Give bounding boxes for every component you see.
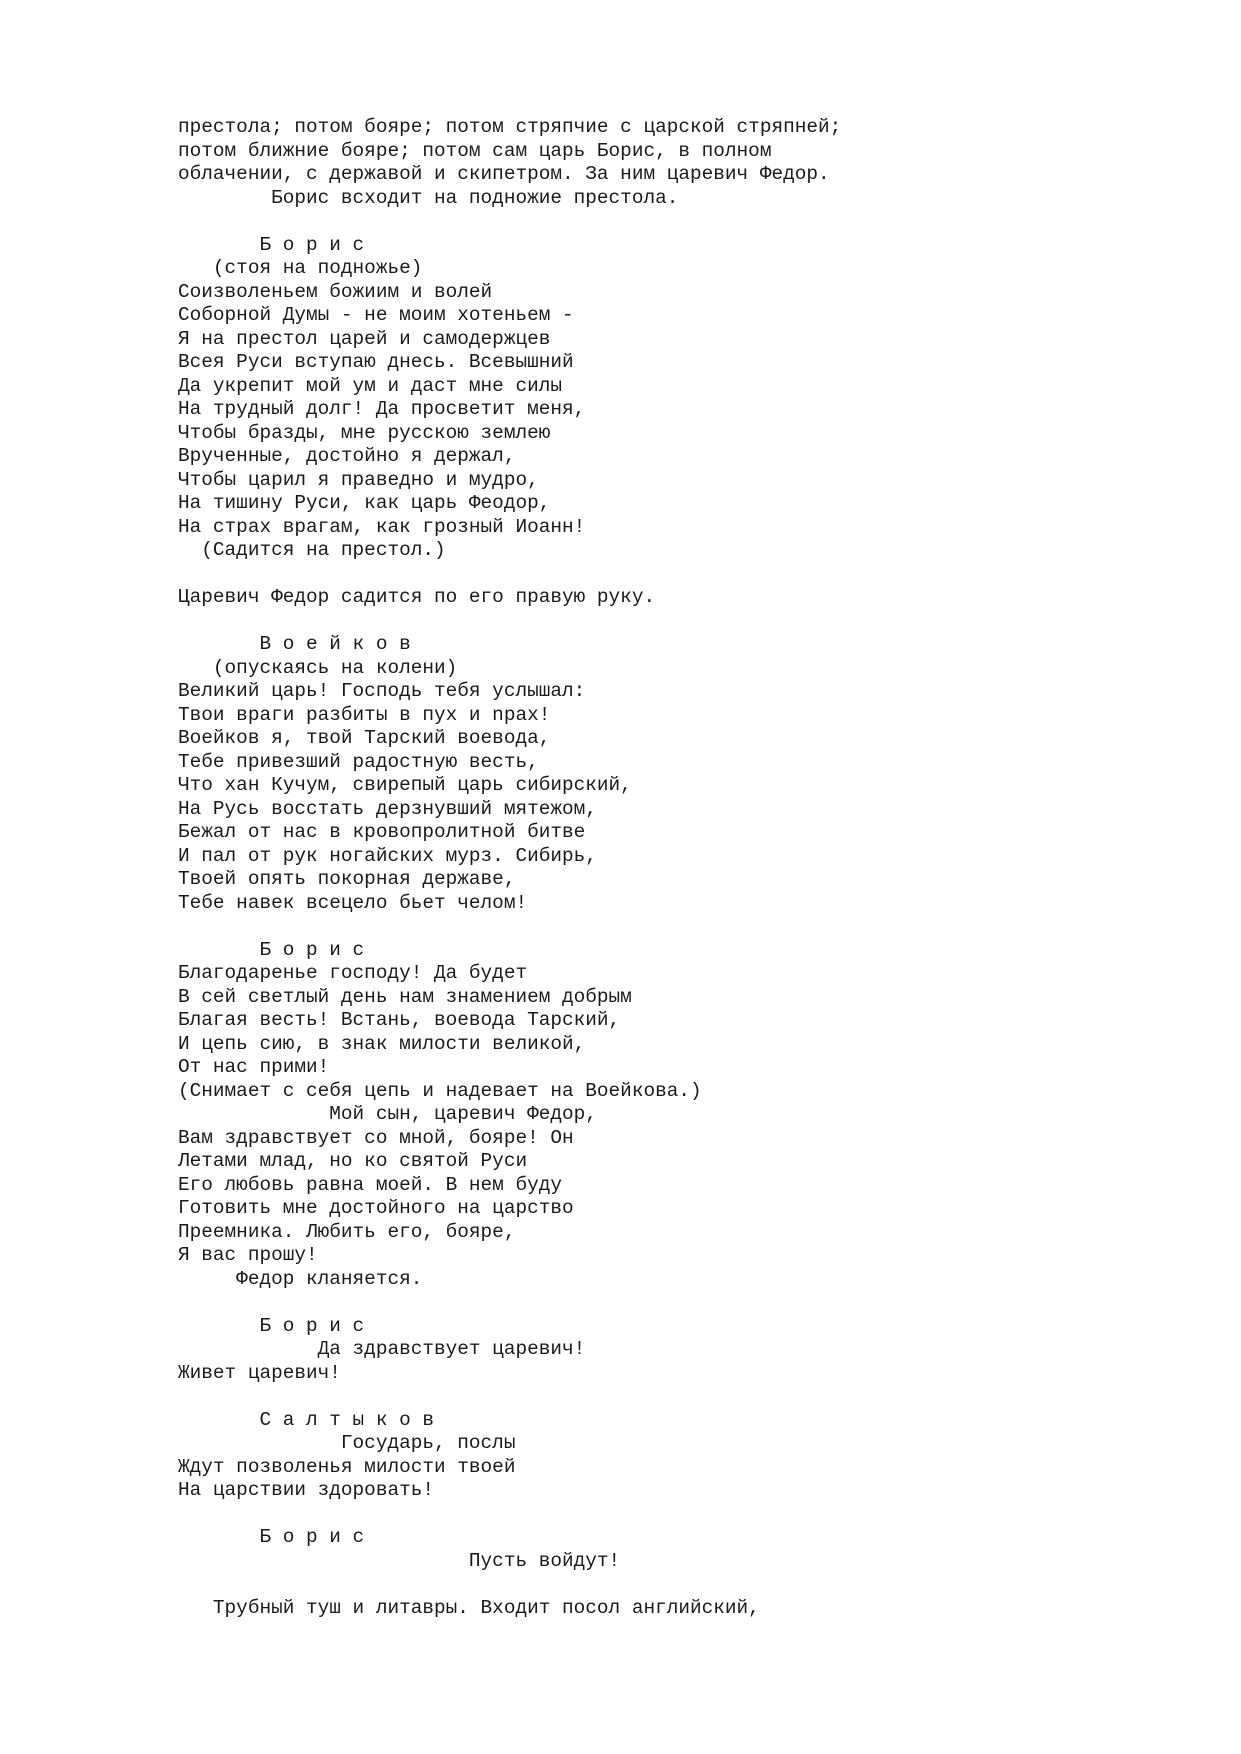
text-line: Чтобы бразды, мне русскою землею <box>178 421 551 444</box>
text-line: От нас прими! <box>178 1056 330 1078</box>
blank-line <box>178 1385 841 1409</box>
text-line: Тебе привезший радостную весть, <box>178 750 539 773</box>
text-line: облачении, с державой и скипетром. За ним царевич Федор. <box>178 163 830 185</box>
text-line: И цепь сию, в знак милости великой, <box>178 1032 586 1055</box>
text-line: Б о р и с <box>178 1526 365 1548</box>
text-line: Федор кланяется. <box>178 1267 423 1290</box>
text-line: Преемника. Любить его, бояре, <box>178 1220 516 1243</box>
text-line: Б о р и с <box>178 1314 365 1337</box>
text-line: Живет царевич! <box>178 1361 341 1384</box>
text-line: Ждут позволенья милости твоей <box>178 1455 516 1478</box>
text-line: Его любовь равна моей. В нем буду <box>178 1173 562 1196</box>
text-line: Благая весть! Встань, воевода Тарский, <box>178 1009 621 1031</box>
text-line: Чтобы царил я праведно и мудро, <box>178 468 539 491</box>
play-text <box>178 116 841 1620</box>
text-line: Мой сын, царевич Федор, <box>178 1103 597 1125</box>
text-line: На страх врагам, как грозный Иоанн! <box>178 515 586 538</box>
text-line: (Садится на престол.) <box>178 539 446 561</box>
blank-line <box>178 1503 841 1527</box>
blank-line <box>178 1291 841 1315</box>
blank-line <box>178 563 841 587</box>
text-line: Твоей опять покорная державе, <box>178 868 516 890</box>
blank-line <box>178 610 841 634</box>
text-line: потом ближние бояре; потом сам царь Борис, в полном <box>178 139 772 162</box>
text-line: Соборной Думы - не моим хотеньем - <box>178 304 574 326</box>
text-line: Борис всходит на подножие престола. <box>178 186 679 209</box>
blank-line <box>178 1573 841 1597</box>
text-line: Что хан Кучум, свирепый царь сибирский, <box>178 774 632 796</box>
text-line: Пусть войдут! <box>178 1549 621 1572</box>
text-line: Б о р и с <box>178 938 365 961</box>
text-line: На тишину Руси, как царь Феодор, <box>178 492 551 514</box>
text-line: Бежал от нас в кровопролитной битве <box>178 821 586 843</box>
text-line: На царствии здоровать! <box>178 1479 434 1501</box>
text-line: В о е й к о в <box>178 633 411 655</box>
text-line: Великий царь! Господь тебя услышал: <box>178 680 586 702</box>
text-line: Государь, послы <box>178 1432 516 1454</box>
text-line: Тебе навек всецело бьет челом! <box>178 891 528 914</box>
text-line: Воейков я, твой Тарский воевода, <box>178 727 551 749</box>
text-line: Да здравствует царевич! <box>178 1338 586 1360</box>
text-line: Готовить мне достойного на царство <box>178 1197 574 1219</box>
text-line: Да укрепит мой ум и даст мне силы <box>178 374 562 397</box>
text-line: престола; потом бояре; потом стряпчие с царской стряпней; <box>178 116 842 138</box>
blank-line <box>178 915 841 939</box>
text-line: Царевич Федор садится по его правую руку. <box>178 586 656 608</box>
text-line: (стоя на подножье) <box>178 257 423 279</box>
text-line: Вам здравствует со мной, бояре! Он <box>178 1126 574 1149</box>
blank-line <box>178 210 841 234</box>
text-line: В сей светлый день нам знамением добрым <box>178 985 632 1008</box>
text-line: Трубный туш и литавры. Входит посол английский, <box>178 1596 760 1619</box>
text-line: И пал от рук ногайских мурз. Сибирь, <box>178 844 597 867</box>
text-line: Всея Руси вступаю днесь. Всевышний <box>178 351 574 373</box>
text-line: Б о р и с <box>178 233 365 256</box>
text-line: Я вас прошу! <box>178 1244 318 1266</box>
text-line: С а л т ы к о в <box>178 1408 434 1431</box>
text-line: (Снимает с себя цепь и надевает на Воейкова.) <box>178 1079 702 1102</box>
text-line: Я на престол царей и самодержцев <box>178 327 551 350</box>
text-line: Врученные, достойно я держал, <box>178 445 516 467</box>
text-line: На Русь восстать дерзнувший мятежом, <box>178 797 597 820</box>
text-line: Соизволеньем божиим и волей <box>178 280 493 303</box>
text-line: На трудный долг! Да просветит меня, <box>178 398 586 420</box>
text-line: Летами млад, но ко святой Руси <box>178 1150 528 1172</box>
text-line: (опускаясь на колени) <box>178 656 458 679</box>
text-line: Благодаренье господу! Да будет <box>178 962 528 984</box>
text-line: Твои враги разбиты в пух и nрах! <box>178 703 551 726</box>
